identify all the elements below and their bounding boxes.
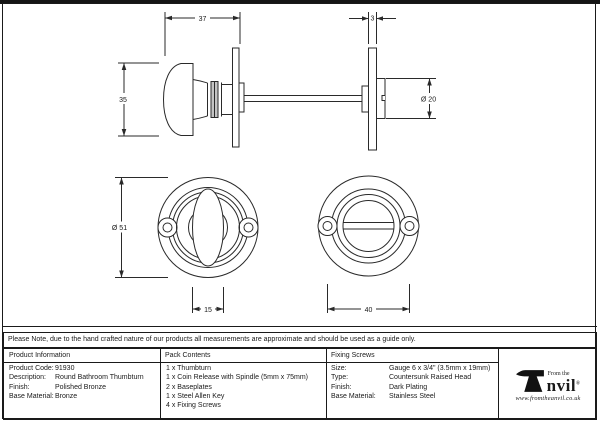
list-item: 1 x Steel Allen Key	[166, 392, 225, 400]
dim-knob-diameter-label: Ø 20	[420, 96, 437, 104]
table-row: Finish: Polished Bronze	[9, 383, 106, 391]
table-divider	[160, 349, 161, 419]
note-text: Please Note, due to the hand crafted nature of our products all measurements are approximate and should be used as a guide only.	[8, 336, 416, 343]
thumbturn-oval	[193, 189, 224, 266]
table-row: Description: Round Bathroom Thumbturn	[9, 374, 144, 382]
anvil-icon	[516, 367, 547, 394]
table-row: Size: Gauge 6 x 3/4" (3.5mm x 19mm)	[331, 365, 491, 372]
table-row: Product Code: 91930	[9, 365, 75, 372]
dim-fixing-centres-label: 40	[364, 307, 373, 314]
coin-release-rose-plate	[369, 48, 377, 150]
logo-tagline: From the	[547, 370, 570, 377]
dim-turn-width-label: 15	[204, 307, 212, 314]
thumbturn-rose-plate	[233, 48, 240, 147]
logo-url: www.fromtheanvil.co.uk	[515, 394, 581, 402]
dim-width-label: 37	[198, 16, 207, 23]
dim-height-label: 35	[119, 97, 127, 104]
table-row: Base Material: Stainless Steel	[331, 392, 436, 400]
from-the-anvil-logo	[498, 349, 598, 419]
table-header-divider	[4, 362, 498, 363]
front-view-coin-release	[318, 176, 419, 315]
front-view-thumbturn	[107, 178, 258, 315]
pack-contents-body	[166, 364, 324, 410]
table-row: Type: Countersunk Raised Head	[331, 374, 472, 382]
pack-contents-header: Pack Contents	[165, 352, 211, 359]
registered-mark: ®	[576, 380, 581, 386]
spec-table	[3, 348, 597, 420]
fixing-screws-header: Fixing Screws	[331, 352, 375, 359]
list-item: 4 x Fixing Screws	[166, 402, 221, 410]
list-item: 1 x Thumbturn	[166, 365, 212, 372]
thumbturn-knob-outline	[164, 64, 194, 136]
product-information-header: Product Information	[9, 352, 71, 359]
product-information-body	[9, 364, 157, 401]
side-view-coin-release	[349, 12, 441, 150]
fixing-screws-body	[331, 364, 496, 401]
side-view-thumbturn	[113, 12, 362, 147]
dim-rose-diameter-label: Ø 51	[111, 225, 128, 232]
spindle	[244, 96, 362, 102]
note-banner	[3, 332, 597, 348]
list-item: 2 x Baseplates	[166, 383, 212, 391]
dim-plate-thickness-label: 3	[370, 15, 375, 23]
logo-wordmark: nvil®	[546, 375, 581, 395]
table-row: Finish: Dark Plating	[331, 383, 428, 391]
table-divider	[326, 349, 327, 419]
list-item: 1 x Coin Release with Spindle (5mm x 75mm)	[166, 374, 308, 382]
drawing-area-divider	[3, 326, 597, 327]
table-row: Base Material: Bronze	[9, 392, 78, 400]
